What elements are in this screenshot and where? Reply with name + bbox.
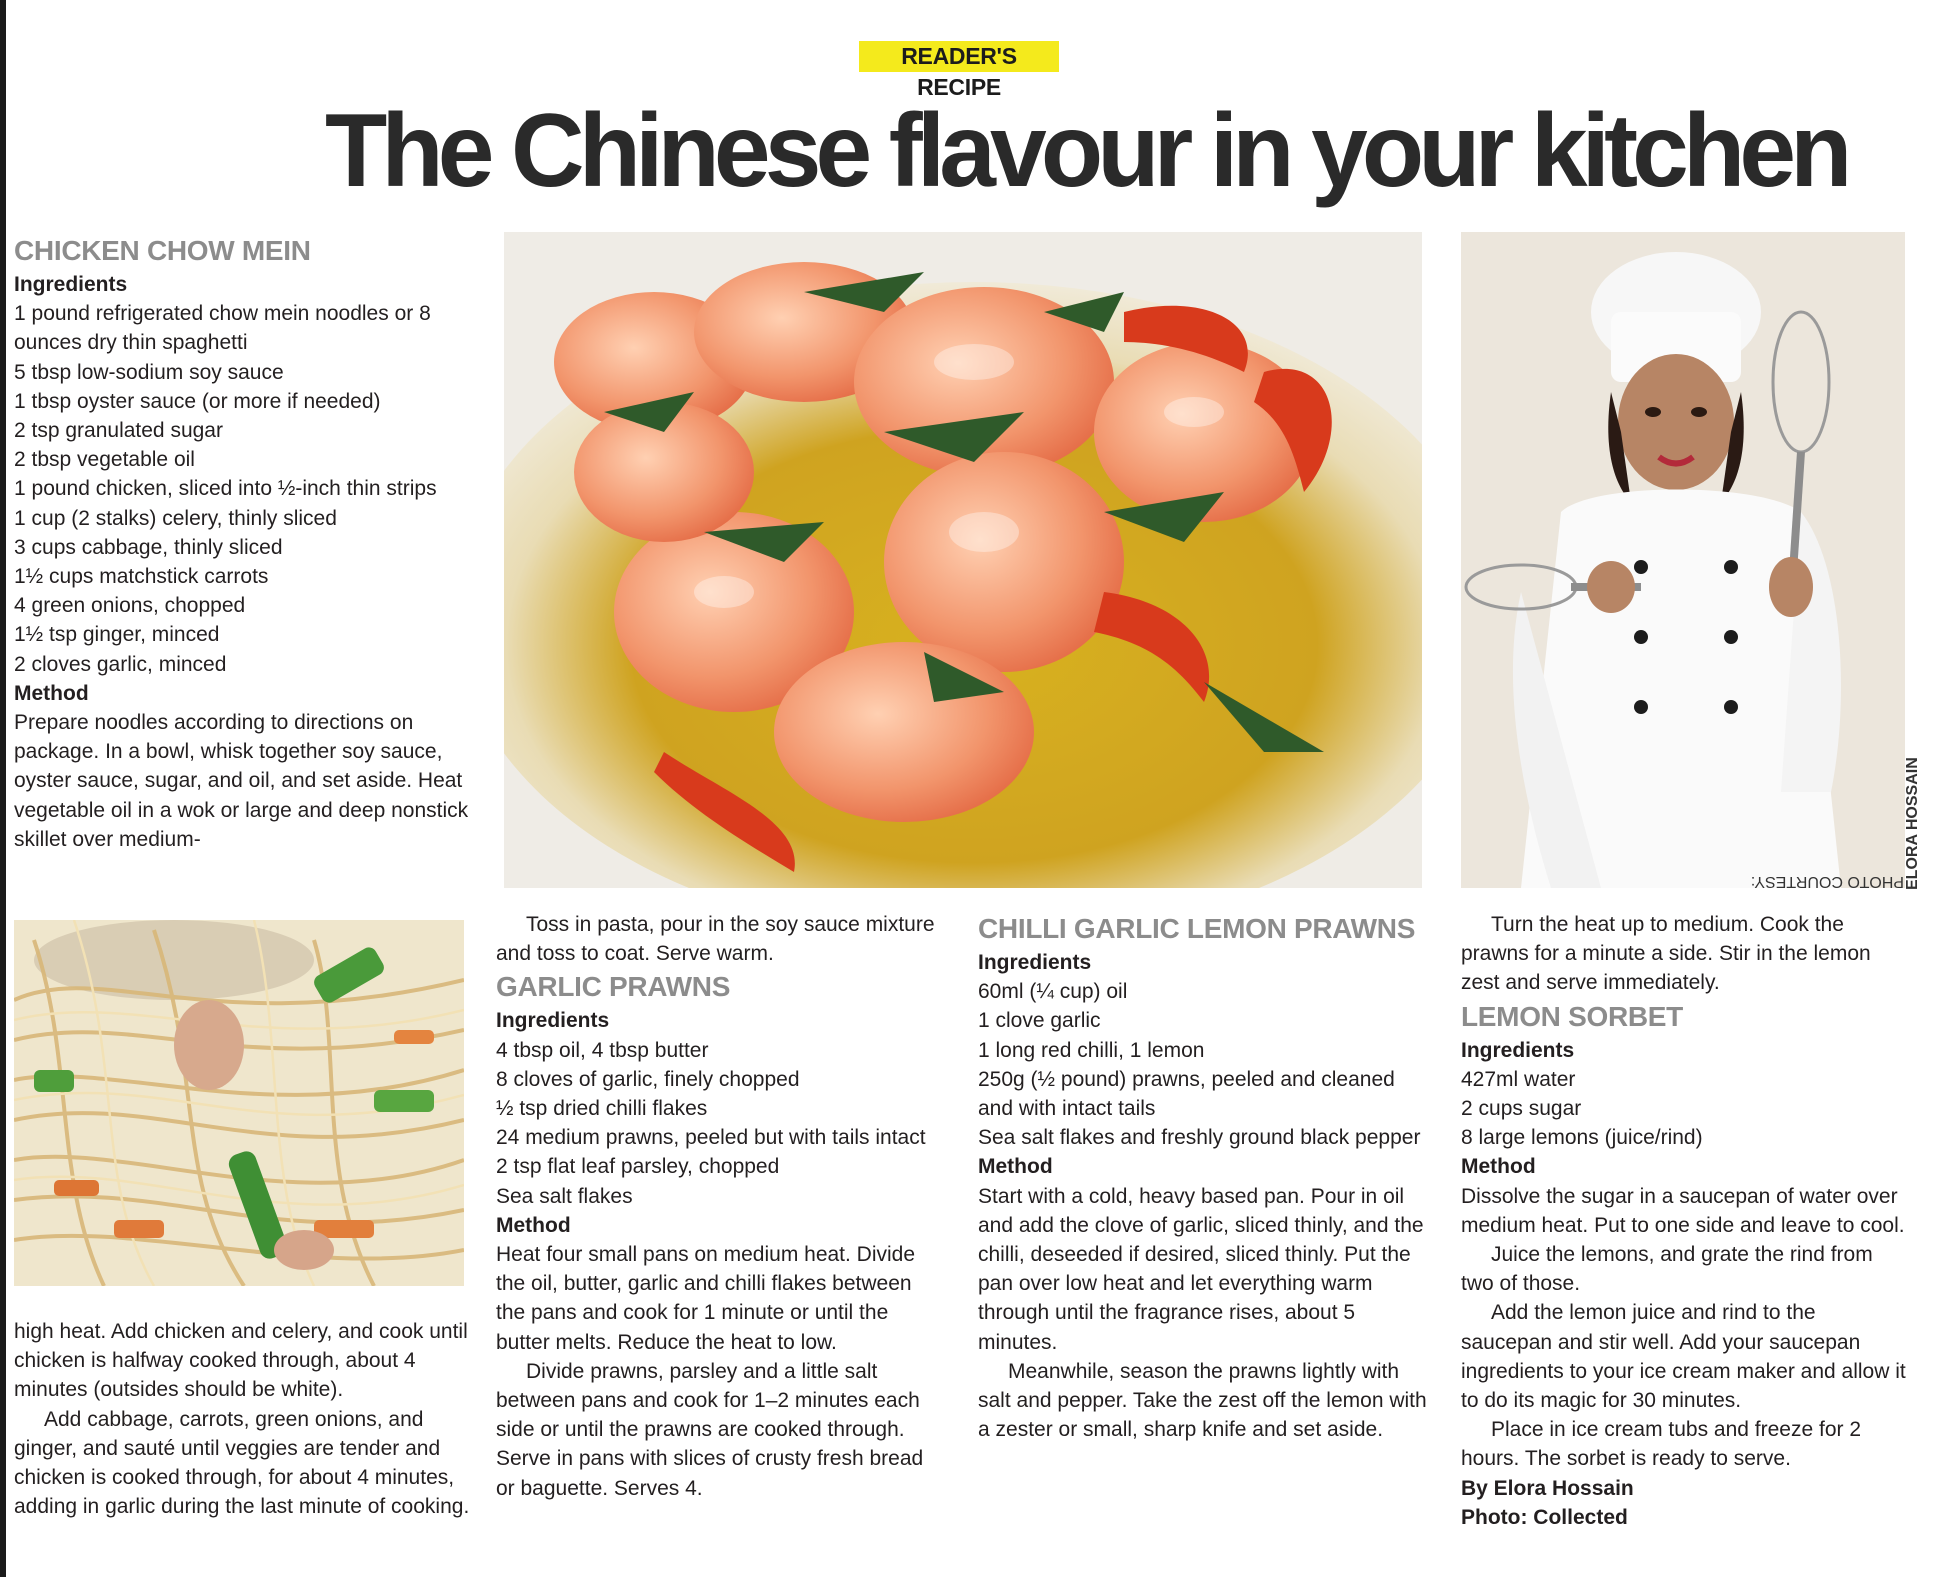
list-item: 2 cloves garlic, minced <box>14 652 227 676</box>
chow-mein-method-text: Toss in pasta, pour in the soy sauce mixture and toss to coat. Serve warm. <box>496 913 935 966</box>
list-item: 1½ cups matchstick carrots <box>14 565 269 589</box>
chef-image <box>1461 232 1905 888</box>
garlic-prawns-ingredients-heading: Ingredients <box>496 1009 610 1033</box>
list-item: 427ml water <box>1461 1067 1576 1091</box>
prawns-photo <box>504 232 1422 888</box>
chilli-prawns-ingredients-heading: Ingredients <box>978 951 1092 974</box>
chilli-prawns-title: CHILLI GARLIC LEMON PRAWNS <box>978 913 1416 944</box>
lemon-sorbet-column <box>1461 910 1911 1532</box>
photo-credit-name: ELORA HOSSAIN <box>1904 757 1921 890</box>
list-item: 1 pound refrigerated chow mein noodles or 8 ounces dry thin spaghetti <box>14 302 431 355</box>
list-item: 250g (½ pound) prawns, peeled and cleaned and with intact tails <box>978 1067 1395 1121</box>
photo-line: Photo: Collected <box>1461 1505 1628 1529</box>
chilli-prawns-method-text: Start with a cold, heavy based pan. Pour in oil and add the clove of garlic, sliced thinly, and the chilli, deseeded if desired, sliced thinly. Put the pan over low heat and let everything warm through until the fragrance rises, about 5 minutes. <box>978 1184 1424 1354</box>
list-item: 1 tbsp oyster sauce (or more if needed) <box>14 389 381 413</box>
garlic-prawns-method-text: Divide prawns, parsley and a little salt between pans and cook for 1–2 minutes each side or until the prawns are cooked through. Serve in pans with slices of crusty fresh bread or baguette. Serves 4. <box>496 1359 924 1500</box>
chilli-prawns-method-text: Meanwhile, season the prawns lightly with salt and pepper. Take the zest off the lemon with a zester or small, sharp knife and set aside. <box>978 1359 1427 1442</box>
lemon-sorbet-ingredient-list <box>1461 1065 1911 1153</box>
list-item: 1 long red chilli, 1 lemon <box>978 1038 1205 1062</box>
chow-mein-method-text: Prepare noodles according to directions on package. In a bowl, whisk together soy sauce, oyster sauce, sugar, and oil, and set aside. Heat vegetable oil in a wok or large and deep nonstick skillet over medium- <box>14 711 469 851</box>
chow-mein-photo <box>14 920 464 1286</box>
page-edge-bar <box>0 0 6 1577</box>
list-item: ½ tsp dried chilli flakes <box>496 1097 708 1121</box>
headline: The Chinese flavour in your kitchen <box>325 93 1847 209</box>
photo-credit-label: PHOTO COURTESY: <box>1750 873 1904 890</box>
chilli-prawns-column <box>978 910 1428 1444</box>
list-item: 4 tbsp oil, 4 tbsp butter <box>496 1038 709 1062</box>
lemon-sorbet-method-text: Place in ice cream tubs and freeze for 2 hours. The sorbet is ready to serve. <box>1461 1418 1862 1471</box>
section-kicker: READER'S RECIPE <box>859 41 1059 72</box>
chow-mein-title: CHICKEN CHOW MEIN <box>14 235 311 266</box>
noodle-image <box>14 920 464 1286</box>
lemon-sorbet-method-text: Add the lemon juice and rind to the saucepan and stir well. Add your saucepan ingredients to your ice cream maker and allow it to do its magic for 30 minutes. <box>1461 1301 1906 1413</box>
lemon-sorbet-method-heading: Method <box>1461 1155 1536 1179</box>
list-item: 60ml (¼ cup) oil <box>978 980 1128 1004</box>
lemon-sorbet-title: LEMON SORBET <box>1461 1000 1683 1032</box>
garlic-prawns-ingredient-list <box>496 1036 946 1211</box>
chow-mein-column-top <box>14 232 474 854</box>
chow-mein-column-bottom <box>14 1317 472 1521</box>
garlic-prawns-title: GARLIC PRAWNS <box>496 971 731 1003</box>
chilli-prawns-method-text: Turn the heat up to medium. Cook the prawns for a minute a side. Stir in the lemon zest and serve immediately. <box>1461 913 1871 995</box>
lemon-sorbet-method-text: Dissolve the sugar in a saucepan of water over medium heat. Put to one side and leave to cool. <box>1461 1184 1905 1237</box>
chow-mein-ingredient-list <box>14 299 474 679</box>
garlic-prawns-method-text: Heat four small pans on medium heat. Divide the oil, butter, garlic and chilli flakes between the pans and cook for 1 minute or until the butter melts. Reduce the heat to low. <box>496 1243 916 1354</box>
chef-portrait-photo <box>1461 232 1905 888</box>
list-item: 3 cups cabbage, thinly sliced <box>14 535 283 559</box>
list-item: 2 cups sugar <box>1461 1097 1582 1121</box>
chow-mein-method-text: Add cabbage, carrots, green onions, and ginger, and sauté until veggies are tender and chicken is cooked through, for about 4 minutes, adding in garlic during the last minute of cooking. <box>14 1407 470 1519</box>
list-item: 4 green onions, chopped <box>14 594 246 618</box>
list-item: Sea salt flakes and freshly ground black pepper <box>978 1126 1421 1150</box>
prawn-dish-image <box>504 232 1422 888</box>
list-item: 2 tbsp vegetable oil <box>14 448 195 472</box>
chilli-prawns-ingredient-list <box>978 977 1428 1152</box>
lemon-sorbet-ingredients-heading: Ingredients <box>1461 1038 1575 1062</box>
list-item: Sea salt flakes <box>496 1184 633 1208</box>
chow-mein-ingredients-heading: Ingredients <box>14 273 128 296</box>
list-item: 1 clove garlic <box>978 1009 1101 1033</box>
list-item: 5 tbsp low-sodium soy sauce <box>14 360 284 384</box>
list-item: 8 large lemons (juice/rind) <box>1461 1126 1703 1150</box>
list-item: 24 medium prawns, peeled but with tails intact <box>496 1126 926 1150</box>
list-item: 1 pound chicken, sliced into ½-inch thin strips <box>14 477 437 501</box>
list-item: 2 tsp granulated sugar <box>14 419 223 443</box>
lemon-sorbet-method-text: Juice the lemons, and grate the rind from two of those. <box>1461 1243 1873 1296</box>
garlic-prawns-column <box>496 910 946 1503</box>
list-item: 2 tsp flat leaf parsley, chopped <box>496 1155 780 1179</box>
list-item: 1 cup (2 stalks) celery, thinly sliced <box>14 506 337 530</box>
chow-mein-method-heading: Method <box>14 681 89 705</box>
byline: By Elora Hossain <box>1461 1476 1634 1500</box>
list-item: 8 cloves of garlic, finely chopped <box>496 1067 800 1091</box>
chow-mein-method-text: high heat. Add chicken and celery, and cook until chicken is halfway cooked through, about 4 minutes (outsides should be white). <box>14 1320 468 1402</box>
list-item: 1½ tsp ginger, minced <box>14 623 220 647</box>
chilli-prawns-method-heading: Method <box>978 1155 1053 1179</box>
garlic-prawns-method-heading: Method <box>496 1213 571 1237</box>
